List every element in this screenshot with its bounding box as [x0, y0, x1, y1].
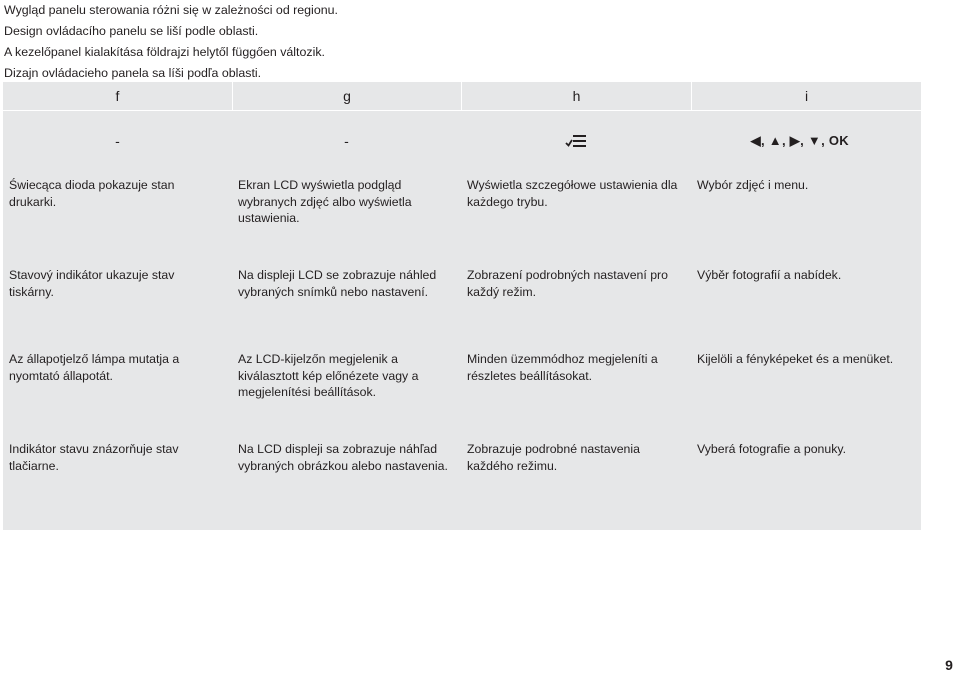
- column-header-f: f: [115, 88, 120, 104]
- table-cell: Wybór zdjęć i menu.: [697, 178, 809, 192]
- intro-line-hu: A kezelőpanel kialakítása földrajzi helytől függően változik.: [4, 45, 325, 59]
- column-header-g: g: [232, 82, 461, 110]
- page-number: 9: [938, 654, 960, 676]
- intro-notes: [4, 0, 338, 84]
- table-cell: Ekran LCD wyświetla podgląd wybranych zdjęć albo wyświetla ustawienia.: [238, 178, 412, 225]
- table-cell: Na displeji LCD se zobrazuje náhled vybraných snímků nebo nastavení.: [238, 268, 437, 299]
- table-cell: Vyberá fotografie a ponuky.: [697, 442, 847, 456]
- arrow-ok-buttons-symbol: ◀, ▲, ▶, ▼, OK: [750, 133, 849, 148]
- intro-line-cs: Design ovládacího panelu se liší podle oblasti.: [4, 24, 259, 38]
- settings-list-icon: [461, 111, 691, 171]
- table-cell: Indikátor stavu znázorňuje stav tlačiarne.: [9, 442, 179, 473]
- table-cell: Wyświetla szczegółowe ustawienia dla każdego trybu.: [467, 178, 678, 209]
- table-row-cs: [3, 261, 921, 345]
- table-cell: Az LCD-kijelzőn megjelenik a kiválasztott kép előnézete vagy a megjelenítési beállítások.: [238, 352, 419, 399]
- table-row-hu: [3, 345, 921, 435]
- intro-line-pl: Wygląd panelu sterowania różni się w zależności od regionu.: [4, 3, 338, 17]
- symbol-row: [3, 111, 921, 171]
- table-cell: Minden üzemmódhoz megjeleníti a részletes beállításokat.: [467, 352, 658, 383]
- intro-line-sk: Dizajn ovládacieho panela sa líši podľa oblasti.: [4, 66, 262, 80]
- table-cell: Świecąca dioda pokazuje stan drukarki.: [9, 178, 175, 209]
- table-row-pl: [3, 171, 921, 261]
- symbol-g: -: [344, 133, 349, 149]
- table-cell: Stavový indikátor ukazuje stav tiskárny.: [9, 268, 175, 299]
- table-cell: Zobrazení podrobných nastavení pro každý režim.: [467, 268, 668, 299]
- column-header-i: i: [691, 82, 921, 110]
- table-row-sk: [3, 435, 921, 521]
- table-cell: Az állapotjelző lámpa mutatja a nyomtató állapotát.: [9, 352, 180, 383]
- table-cell: Kijelöli a fényképeket és a menüket.: [697, 352, 894, 366]
- column-header-h: h: [461, 82, 691, 110]
- symbol-f: -: [115, 133, 120, 149]
- table-cell: Na LCD displeji sa zobrazuje náhľad vybraných obrázkou alebo nastavenia.: [238, 442, 448, 473]
- table-cell: Zobrazuje podrobné nastavenia každého režimu.: [467, 442, 640, 473]
- table-cell: Výběr fotografií a nabídek.: [697, 268, 842, 282]
- column-header-row: [3, 82, 921, 110]
- control-panel-table: [3, 82, 921, 530]
